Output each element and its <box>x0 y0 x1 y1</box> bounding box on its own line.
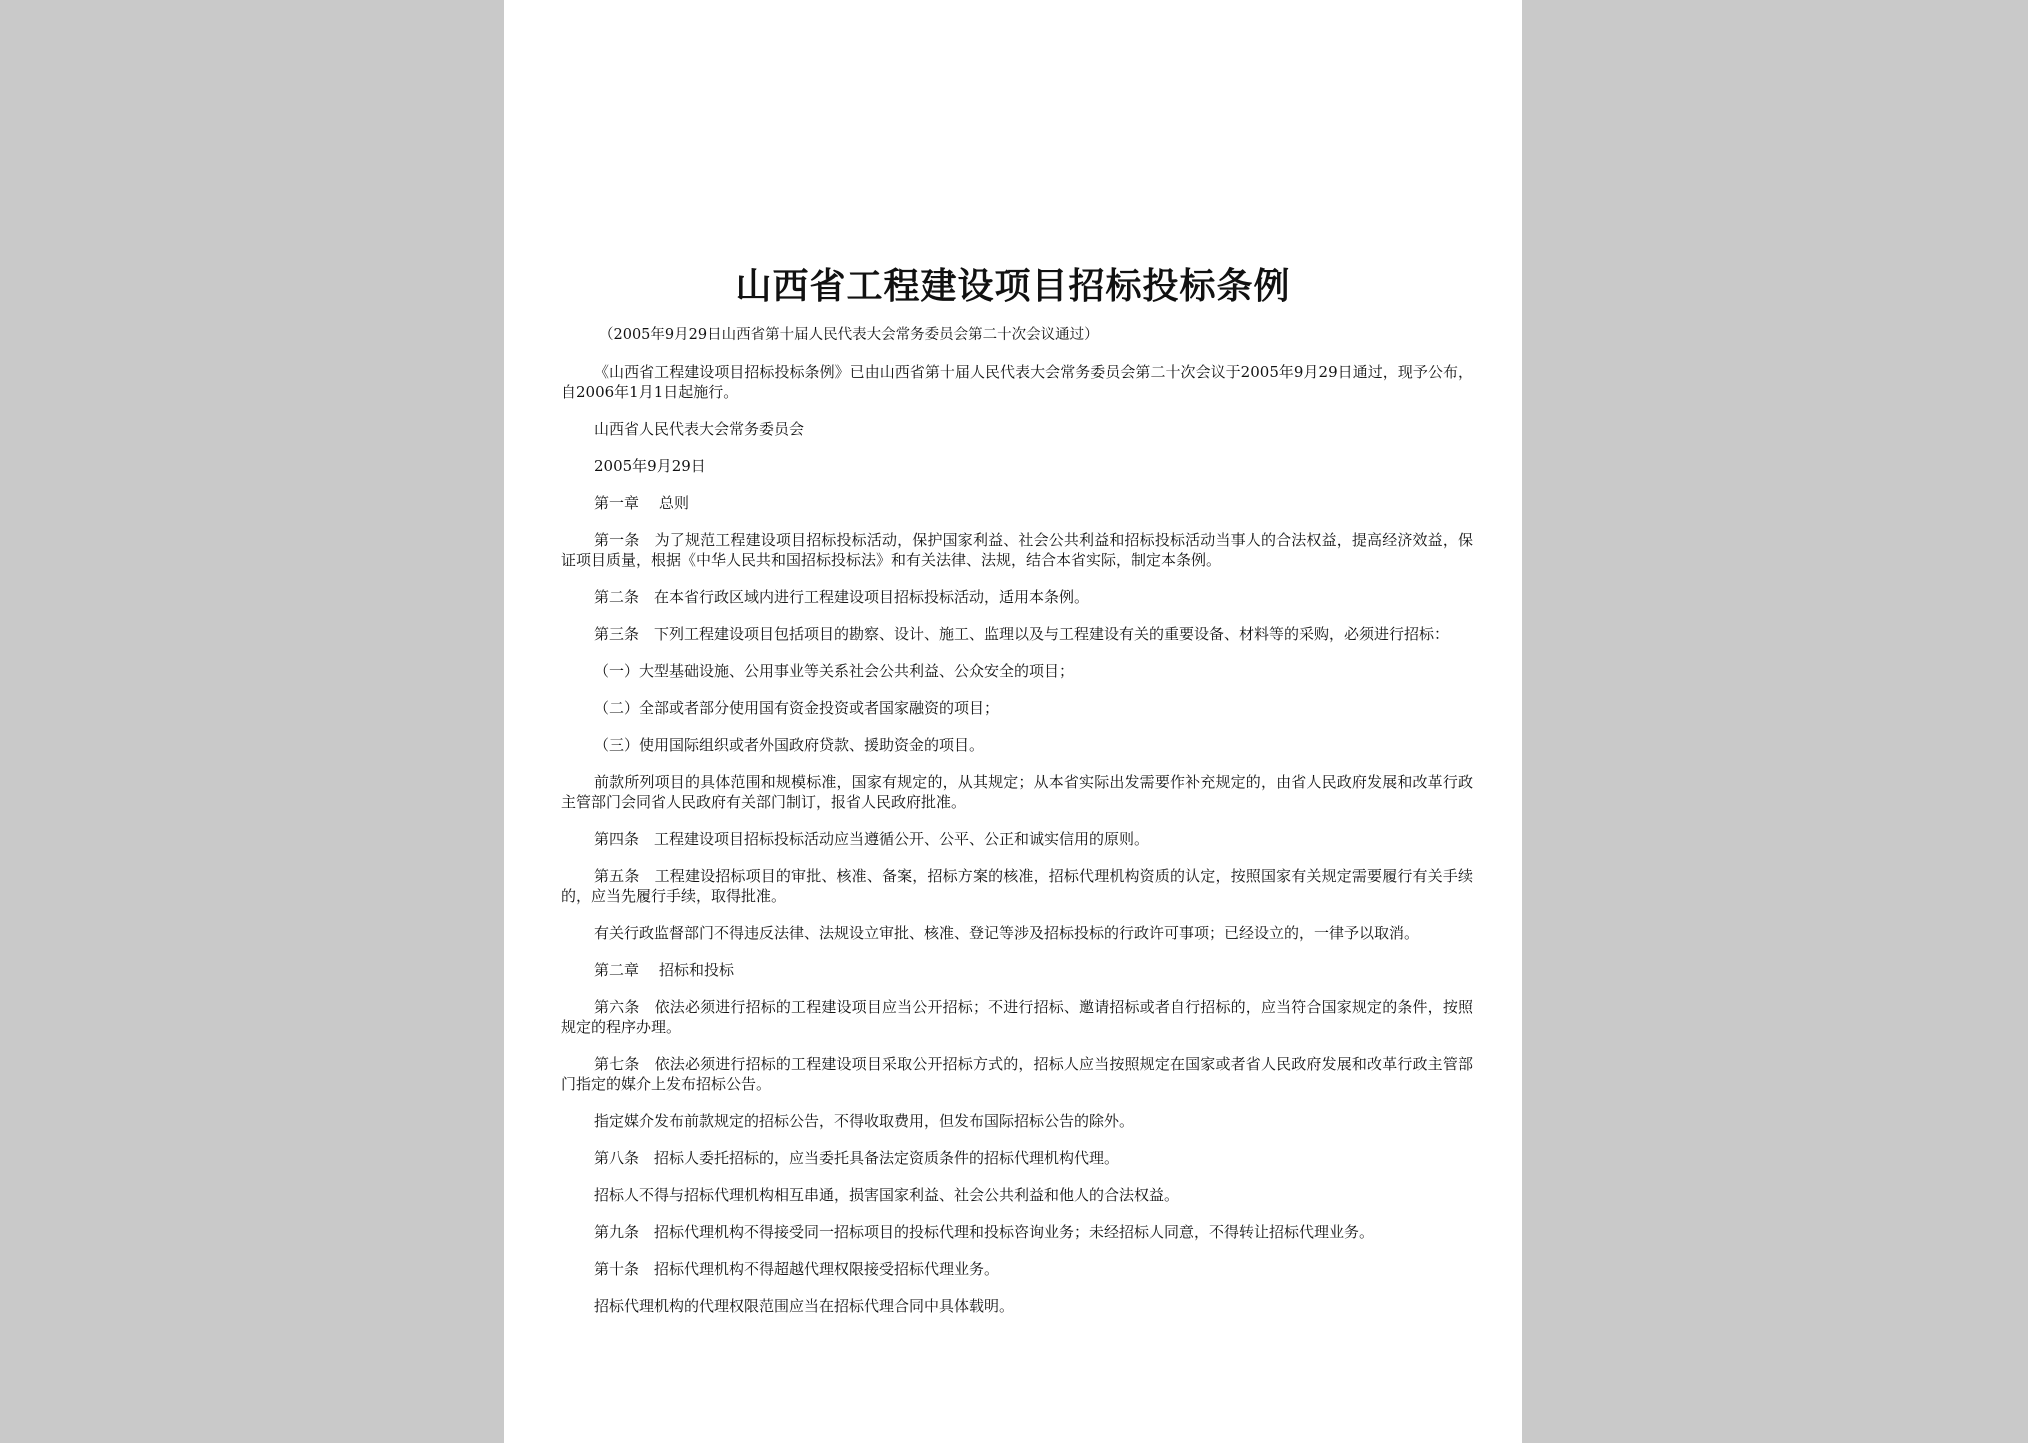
chapter-number: 第二章 <box>594 961 640 979</box>
article-paragraph: 第五条 工程建设招标项目的审批、核准、备案，招标方案的核准，招标代理机构资质的认定，按照国家有关规定需要履行有关手续的，应当先履行手续，取得批准。 <box>561 867 1473 905</box>
article-paragraph: 第二条 在本省行政区域内进行工程建设项目招标投标活动，适用本条例。 <box>594 588 1090 606</box>
adoption-note: （2005年9月29日山西省第十届人民代表大会常务委员会第二十次会议通过） <box>599 327 1099 343</box>
article-paragraph: 招标人不得与招标代理机构相互串通，损害国家利益、社会公共利益和他人的合法权益。 <box>594 1186 1180 1204</box>
article-paragraph: 指定媒介发布前款规定的招标公告，不得收取费用，但发布国际招标公告的除外。 <box>594 1112 1135 1130</box>
chapter-heading <box>561 493 1473 513</box>
list-item: （三）使用国际组织或者外国政府贷款、援助资金的项目。 <box>594 736 985 754</box>
document-page <box>504 0 1522 1443</box>
chapter-name: 总则 <box>659 494 690 512</box>
date-line: 2005年9月29日 <box>594 457 706 475</box>
promulgation-paragraph: 《山西省工程建设项目招标投标条例》已由山西省第十届人民代表大会常务委员会第二十次会议于2005年9月29日通过，现予公布，自2006年1月1日起施行。 <box>561 363 1473 401</box>
article-paragraph: 第四条 工程建设项目招标投标活动应当遵循公开、公平、公正和诚实信用的原则。 <box>594 830 1150 848</box>
article-paragraph: 有关行政监督部门不得违反法律、法规设立审批、核准、登记等涉及招标投标的行政许可事项；已经设立的，一律予以取消。 <box>594 924 1420 942</box>
chapter-name: 招标和投标 <box>659 961 735 979</box>
article-paragraph: 第六条 依法必须进行招标的工程建设项目应当公开招标；不进行招标、邀请招标或者自行招标的，应当符合国家规定的条件，按照规定的程序办理。 <box>561 998 1473 1036</box>
chapter-number: 第一章 <box>594 494 640 512</box>
article-paragraph: 第一条 为了规范工程建设项目招标投标活动，保护国家利益、社会公共利益和招标投标活动当事人的合法权益，提高经济效益，保证项目质量，根据《中华人民共和国招标投标法》和有关法律、法规，结合本省实际，制定本条例。 <box>561 531 1473 569</box>
article-paragraph: 招标代理机构的代理权限范围应当在招标代理合同中具体载明。 <box>594 1297 1015 1315</box>
document-title: 山西省工程建设项目招标投标条例 <box>735 265 1291 307</box>
article-paragraph: 第九条 招标代理机构不得接受同一招标项目的投标代理和投标咨询业务；未经招标人同意，不得转让招标代理业务。 <box>594 1223 1375 1241</box>
article-paragraph: 第十条 招标代理机构不得超越代理权限接受招标代理业务。 <box>594 1260 1000 1278</box>
article-paragraph: 第八条 招标人委托招标的，应当委托具备法定资质条件的招标代理机构代理。 <box>594 1149 1120 1167</box>
article-paragraph: 第三条 下列工程建设项目包括项目的勘察、设计、施工、监理以及与工程建设有关的重要设备、材料等的采购，必须进行招标： <box>594 625 1450 643</box>
document-body <box>561 325 1473 1333</box>
article-paragraph: 第七条 依法必须进行招标的工程建设项目采取公开招标方式的，招标人应当按照规定在国家或者省人民政府发展和改革行政主管部门指定的媒介上发布招标公告。 <box>561 1055 1473 1093</box>
list-item: （一）大型基础设施、公用事业等关系社会公共利益、公众安全的项目； <box>594 662 1075 680</box>
list-item: （二）全部或者部分使用国有资金投资或者国家融资的项目； <box>594 699 1000 717</box>
chapter-heading <box>561 960 1473 980</box>
article-paragraph: 前款所列项目的具体范围和规模标准，国家有规定的，从其规定；从本省实际出发需要作补充规定的，由省人民政府发展和改革行政主管部门会同省人民政府有关部门制订，报省人民政府批准。 <box>561 773 1473 811</box>
issuer-line: 山西省人民代表大会常务委员会 <box>594 420 805 438</box>
